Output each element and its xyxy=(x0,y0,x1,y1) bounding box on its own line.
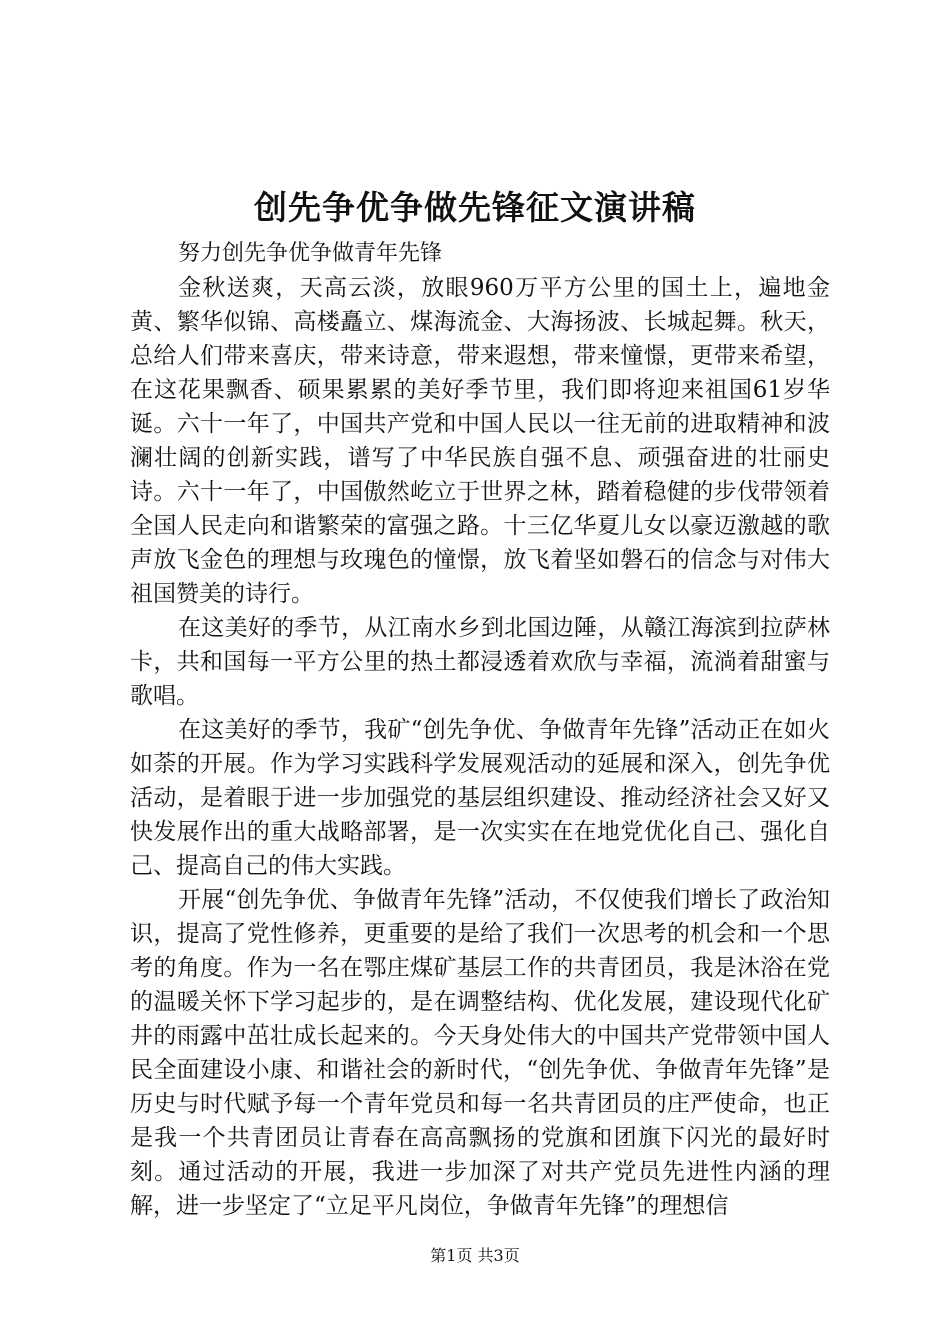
document-body xyxy=(130,237,830,1223)
paragraph-4: 开展“创先争优、争做青年先锋”活动，不仅使我们增长了政治知识，提高了党性修养，更重要的是给了我们一次思考的机会和一个思考的角度。作为一名在鄂庄煤矿基层工作的共青团员，我是沐浴在党的温暖关怀下学习起步的，是在调整结构、优化发展，建设现代化矿井的雨露中茁壮成长起来的。今天身处伟大的中国共产党带领中国人民全面建设小康、和谐社会的新时代，“创先争优、争做青年先锋”是历史与时代赋予每一个青年党员和每一名共青团员的庄严使命，也正是我一个共青团员让青春在高高飘扬的党旗和团旗下闪光的最好时刻。通过活动的开展，我进一步加深了对共产党员先进性内涵的理解，进一步坚定了“立足平凡岗位，争做青年先锋”的理想信 xyxy=(130,887,830,1219)
document-title: 创先争优争做先锋征文演讲稿 xyxy=(254,188,696,227)
paragraph-3: 在这美好的季节，我矿“创先争优、争做青年先锋”活动正在如火如荼的开展。作为学习实践科学发展观活动的延展和深入，创先争优活动，是着眼于进一步加强党的基层组织建设、推动经济社会又好又快发展作出的重大战略部署，是一次实实在在地党优化自己、强化自己、提高自己的伟大实践。 xyxy=(130,717,830,879)
paragraph-1: 金秋送爽，天高云淡，放眼960万平方公里的国土上，遍地金黄、繁华似锦、高楼矗立、煤海流金、大海扬波、长城起舞。秋天，总给人们带来喜庆，带来诗意，带来遐想，带来憧憬，更带来希望，在这花果飘香、硕果累累的美好季节里，我们即将迎来祖国61岁华诞。六十一年了，中国共产党和中国人民以一往无前的进取精神和波澜壮阔的创新实践，谱写了中华民族自强不息、顽强奋进的壮丽史诗。六十一年了，中国傲然屹立于世界之林，踏着稳健的步伐带领着全国人民走向和谐繁荣的富强之路。十三亿华夏儿女以豪迈激越的歌声放飞金色的理想与玫瑰色的憧憬，放飞着坚如磐石的信念与对伟大祖国赞美的诗行。 xyxy=(130,275,830,607)
paragraph-2: 在这美好的季节，从江南水乡到北国边陲，从赣江海滨到拉萨林卡，共和国每一平方公里的热土都浸透着欢欣与幸福，流淌着甜蜜与歌唱。 xyxy=(130,615,830,709)
document-subtitle: 努力创先争优争做青年先锋 xyxy=(178,241,443,266)
page-footer: 第1页 共3页 xyxy=(430,1246,520,1265)
